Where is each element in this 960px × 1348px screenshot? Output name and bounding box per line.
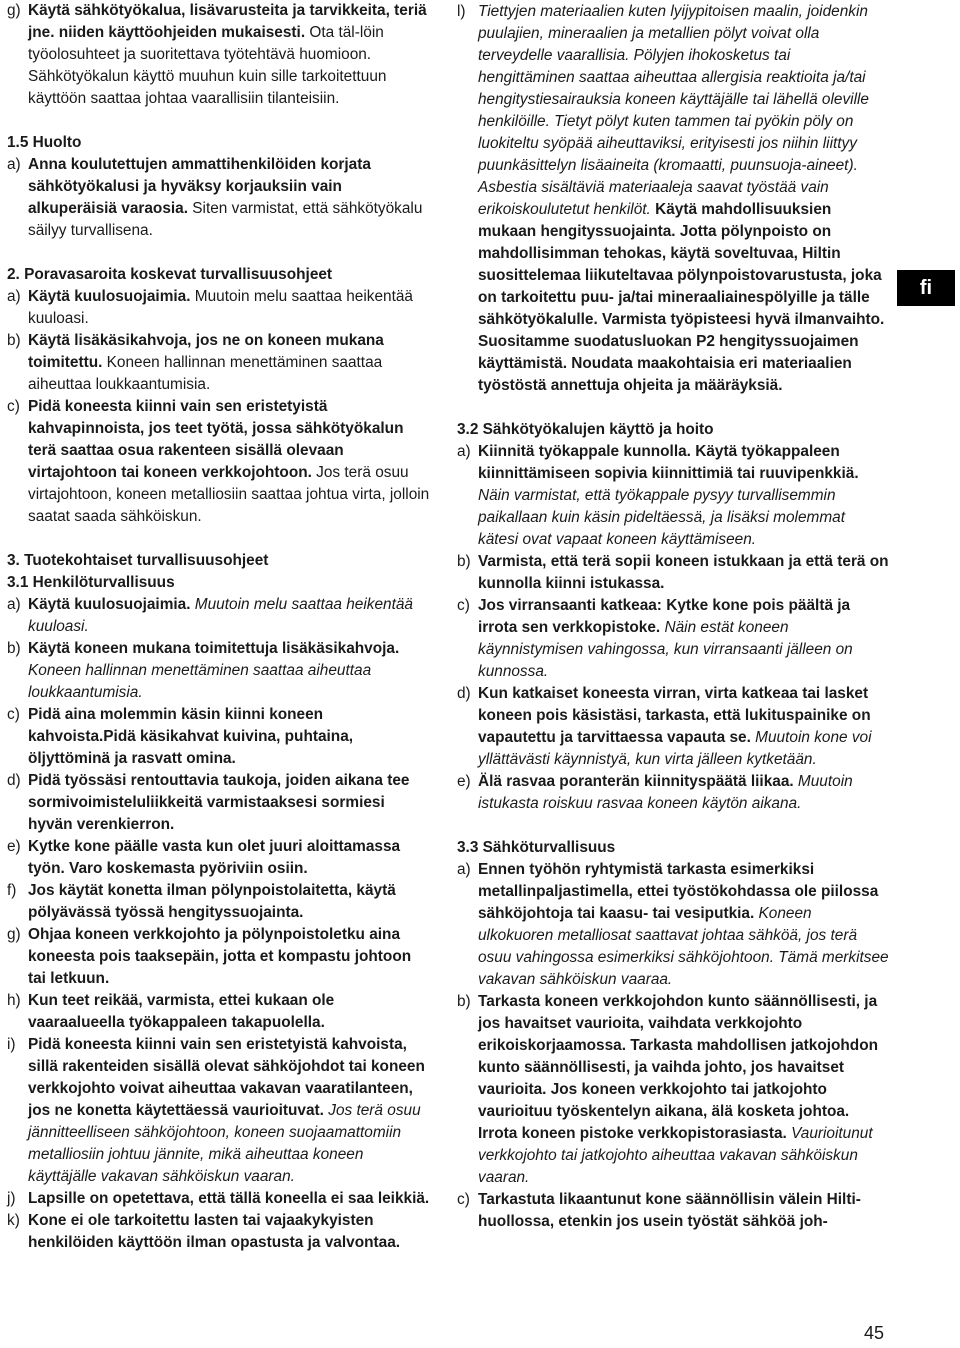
list-item-2-b (7, 330, 431, 396)
list-item-3-2-b (457, 551, 889, 595)
item-label: g) (7, 2, 21, 19)
list-item-3-1-e (7, 836, 431, 880)
item-italic-text: Näin estät koneen käynnistymisen vahingossa, kun virransaanti jälleen on kunnossa. (478, 619, 853, 680)
item-bold-text: Pidä aina molemmin käsin kiinni koneen kahvoista.Pidä käsikahvat kuivina, puhtaina, öljyttöminä ja rasvatt omina. (28, 706, 354, 767)
item-italic-text: Muutoin kone voi yllättävästi käynnistyä, kun virta jälleen kytketään. (478, 729, 872, 768)
item-bold-text: Käytä sähkötyökalua, lisävarusteita ja tarvikkeita, teriä jne. niiden käyttöohjeiden mukaisesti. (28, 2, 427, 41)
list-item-3-1-d (7, 770, 431, 836)
item-label: b) (7, 332, 21, 349)
list-item-3-1-g (7, 924, 431, 990)
list-item-3-2-c (457, 595, 889, 683)
list-item-g (7, 0, 431, 110)
item-label: e) (7, 838, 21, 855)
list-item-3-1-i (7, 1034, 431, 1188)
item-italic-text: Jos terä osuu jännitteelliseen sähköjohtoon, koneen suojaamattomiin metalliosiin johtuu jännite, mikä aiheuttaa koneen käyttäjälle vakavan sähköiskun vaaran. (28, 1102, 421, 1185)
list-item-3-1-h (7, 990, 431, 1034)
item-label: b) (457, 553, 471, 570)
item-bold-text: Älä rasvaa poranterän kiinnityspäätä liikaa. (478, 773, 794, 790)
item-bold-text: Pidä koneesta kiinni vain sen eristetyistä kahvoista, sillä rakenteiden sisällä olevat sähköjohdot tai koneen verkkojohto voivat aiheuttaa vakavan vaaratilanteen, jos ne konetta käytettäessä vaurioituvat. (28, 1036, 425, 1119)
item-label: a) (7, 156, 21, 173)
item-label: a) (7, 288, 21, 305)
item-bold-text: Kun teet reikää, varmista, ettei kukaan ole vaaraalueella työkappaleen takapuolella. (28, 992, 335, 1031)
item-label: c) (457, 597, 470, 614)
list-item-2-c (7, 396, 431, 528)
item-bold-text: Jos virransaanti katkeaa: Kytke kone pois päältä ja irrota sen verkkopistoke. (478, 597, 851, 636)
item-normal-text: Jos terä osuu virtajohtoon, koneen metalliosiin saattaa johtua virta, jolloin saatat saada sähköiskun. (28, 464, 430, 525)
item-label: k) (7, 1212, 20, 1229)
list-item-3-3-b (457, 991, 889, 1189)
item-bold-text: Kiinnitä työkappale kunnolla. Käytä työkappaleen kiinnittämiseen sopivia kiinnittimiä tai ruuvipenkkiä. (478, 443, 859, 482)
item-bold-text: Varmista, että terä sopii koneen istukkaan ja että terä on kunnolla kiinni istukassa. (478, 553, 889, 592)
item-bold-text: Tarkastuta likaantunut kone säännöllisin välein Hilti-huollossa, etenkin jos usein työstät sähköä joh- (478, 1191, 861, 1230)
item-normal-text: Muutoin melu saattaa heikentää kuuloasi. (28, 288, 413, 327)
item-label: i) (7, 1036, 16, 1053)
item-label: b) (457, 993, 471, 1010)
list-item-3-2-d (457, 683, 889, 771)
item-bold-text: Käytä lisäkäsikahvoja, jos ne on koneen mukana toimitettu. (28, 332, 384, 371)
item-normal-text: Siten varmistat, että sähkötyökalu säilyy turvallisena. (28, 200, 423, 239)
item-label: e) (457, 773, 471, 790)
item-bold-text: Jos käytät konetta ilman pölynpoistolaitetta, käytä pölyävässä työssä hengityssuojainta. (28, 882, 396, 921)
item-bold-text: Anna koulutettujen ammattihenkilöiden korjata sähkötyökalusi ja hyväksy korjauksiin vain alkuperäisiä varaosia. (28, 156, 371, 217)
section-heading-3: 3. Tuotekohtaiset turvallisuusohjeet (7, 552, 269, 569)
spacer (7, 528, 431, 550)
item-bold-text: Pidä työssäsi rentouttavia taukoja, joiden aikana tee sormivoimisteluliikkeitä varmistaaksesi sormiesi hyvän verenkierron. (28, 772, 410, 833)
item-bold-text: Käytä mahdollisuuksien mukaan hengityssuojainta. Jotta pölynpoisto on mahdollisimman tehokas, käytä soveltuvaa, Hiltin suosittelemaa liikuteltavaa pölynpoistovarustusta, joka on tarkoitettu puu- ja/tai mineraaliainespölyille ja tälle sähkötyökalulle. Varmista työpisteesi hyvä ilmanvaihto. Suositamme suodatusluokan P2 hengityssuojaimen käyttämistä. Noudata maakohtaisia eri materiaalien työstöstä annettuja ohjeita ja määräyksiä. (478, 201, 885, 394)
list-item-3-1-a (7, 594, 431, 638)
item-bold-text: Tarkasta koneen verkkojohdon kunto säännöllisesti, ja jos havaitset vaurioita, vaihdata verkkojohto erikoiskorjaamossa. Tarkasta mahdollisen jatkojohdon kunto säännöllisesti, ja vaihda johto, jos havaitset vaurioita. Jos koneen verkkojohto tai jatkojohto vaurioituu työskentelyn aikana, älä kosketa johtoa. Irrota koneen pistoke verkkopistorasiasta. (478, 993, 879, 1142)
right-column (457, 0, 889, 1233)
item-bold-text: Käytä koneen mukana toimitettuja lisäkäsikahvoja. (28, 640, 400, 657)
item-italic-text: Koneen hallinnan menettäminen saattaa aiheuttaa loukkaantumisia. (28, 662, 372, 701)
list-item-3-1-c (7, 704, 431, 770)
list-item-3-2-e (457, 771, 889, 815)
section-heading-3-2: 3.2 Sähkötyökalujen käyttö ja hoito (457, 421, 714, 438)
section-heading-2: 2. Poravasaroita koskevat turvallisuusohjeet (7, 266, 333, 283)
item-label: d) (457, 685, 471, 702)
list-item-l (457, 1, 889, 397)
item-label: c) (7, 398, 20, 415)
item-bold-text: Ohjaa koneen verkkojohto ja pölynpoistoletku aina koneesta pois taaksepäin, jotta et kompastu johtoon tai letkuun. (28, 926, 412, 987)
list-item-2-a (7, 286, 431, 330)
item-label: g) (7, 926, 21, 943)
spacer (7, 110, 431, 132)
item-bold-text: Kytke kone päälle vasta kun olet juuri aloittamassa työn. Varo koskemasta pyöriviin osiin. (28, 838, 401, 877)
item-bold-text: Lapsille on opetettava, että tällä koneella ei saa leikkiä. (28, 1190, 430, 1207)
item-normal-text: Ota täl-löin työolosuhteet ja suoritettava työtehtävä huomioon. Sähkötyökalun käyttö muuhun kuin sille tarkoitettuun käyttöön saattaa johtaa vaarallisiin tilanteisiin. (28, 24, 387, 107)
item-normal-text: Koneen hallinnan menettäminen saattaa aiheuttaa loukkaantumisia. (28, 354, 383, 393)
item-label: c) (457, 1191, 470, 1208)
item-bold-text: Ennen työhön ryhtymistä tarkasta esimerkiksi metallinpaljastimella, ettei työstökohdassa ole piilossa sähköjohtoja tai kaasu- tai vesiputkia. (478, 861, 879, 922)
list-item-1-5-a (7, 154, 431, 242)
list-item-3-1-j (7, 1188, 431, 1210)
item-label: h) (7, 992, 21, 1009)
item-label: a) (457, 443, 471, 460)
item-label: a) (457, 861, 471, 878)
item-italic-text: Koneen ulkokuoren metalliosat saattavat johtaa sähköä, jos terä osuu vahingossa esimerkiksi sähköjohtoon. Tämä merkitsee vakavan sähköiskun vaaraa. (478, 905, 889, 988)
item-label: a) (7, 596, 21, 613)
item-bold-text: Käytä kuulosuojaimia. (28, 596, 191, 613)
list-item-3-1-f (7, 880, 431, 924)
item-label: j) (7, 1190, 16, 1207)
item-italic-text: Näin varmistat, että työkappale pysyy turvallisemmin paikallaan kuin käsin pideltäessä, ja lisäksi molemmat kätesi ovat vapaat koneen käyttämiseen. (478, 487, 845, 548)
item-italic-text: Vaurioitunut verkkojohto tai jatkojohto aiheuttaa vakavan sähköiskun vaaran. (478, 1125, 873, 1186)
list-item-3-2-a (457, 441, 889, 551)
item-label: d) (7, 772, 21, 789)
item-label: c) (7, 706, 20, 723)
item-bold-text: Kone ei ole tarkoitettu lasten tai vajaakykyisten henkilöiden käyttöön ilman opastusta ja valvontaa. (28, 1212, 401, 1251)
item-bold-text: Kun katkaiset koneesta virran, virta katkeaa tai lasket koneen pois käsistäsi, tarkasta, että lukituspainike on vapautettu ja tarvittaessa vapauta se. (478, 685, 871, 746)
spacer (7, 242, 431, 264)
list-item-3-3-a (457, 859, 889, 991)
list-item-3-1-b (7, 638, 431, 704)
section-heading-1-5: 1.5 Huolto (7, 134, 82, 151)
item-italic-text: Muutoin istukasta roiskuu rasvaa koneen käytön aikana. (478, 773, 853, 812)
page-number: 45 (864, 1323, 885, 1343)
item-label: b) (7, 640, 21, 657)
item-label: f) (7, 882, 17, 899)
spacer (457, 815, 889, 837)
list-item-3-1-k (7, 1210, 431, 1254)
section-heading-3-3: 3.3 Sähköturvallisuus (457, 839, 616, 856)
item-italic-text: Tiettyjen materiaalien kuten lyijypitoisen maalin, joidenkin puulajien, mineraalien ja metallien pölyt voivat olla terveydelle vaarallisia. Pölyjen ihokosketus tai hengittäminen saattaa aiheuttaa allergisia reaktioita ja/tai hengitystiesairauksia koneen käyttäjälle tai lähellä oleville henkilöille. Tietyt pölyt kuten tammen tai pyökin pöly on luokiteltu syöpää aiheuttaviksi, erityisesti jos niihin liittyy puunkäsittelyn lisäaineita (kromaatti, puunsuoja-aineet). Asbestia sisältäviä materiaaleja saavat työstää vain erikoiskoulutetut henkilöt. (478, 3, 869, 218)
language-tab: fi (897, 270, 955, 306)
item-bold-text: Käytä kuulosuojaimia. (28, 288, 191, 305)
item-bold-text: Pidä koneesta kiinni vain sen eristetyistä kahvapinnoista, jos teet työtä, jossa sähkötyökalun terä saattaa osua rakenteen sisällä olevaan virtajohtoon tai koneen verkkojohtoon. (28, 398, 404, 481)
spacer (457, 397, 889, 419)
section-heading-3-1: 3.1 Henkilöturvallisuus (7, 574, 175, 591)
list-item-3-3-c (457, 1189, 889, 1233)
left-column (7, 0, 431, 1254)
item-label: l) (457, 3, 466, 20)
item-italic-text: Muutoin melu saattaa heikentää kuuloasi. (28, 596, 413, 635)
